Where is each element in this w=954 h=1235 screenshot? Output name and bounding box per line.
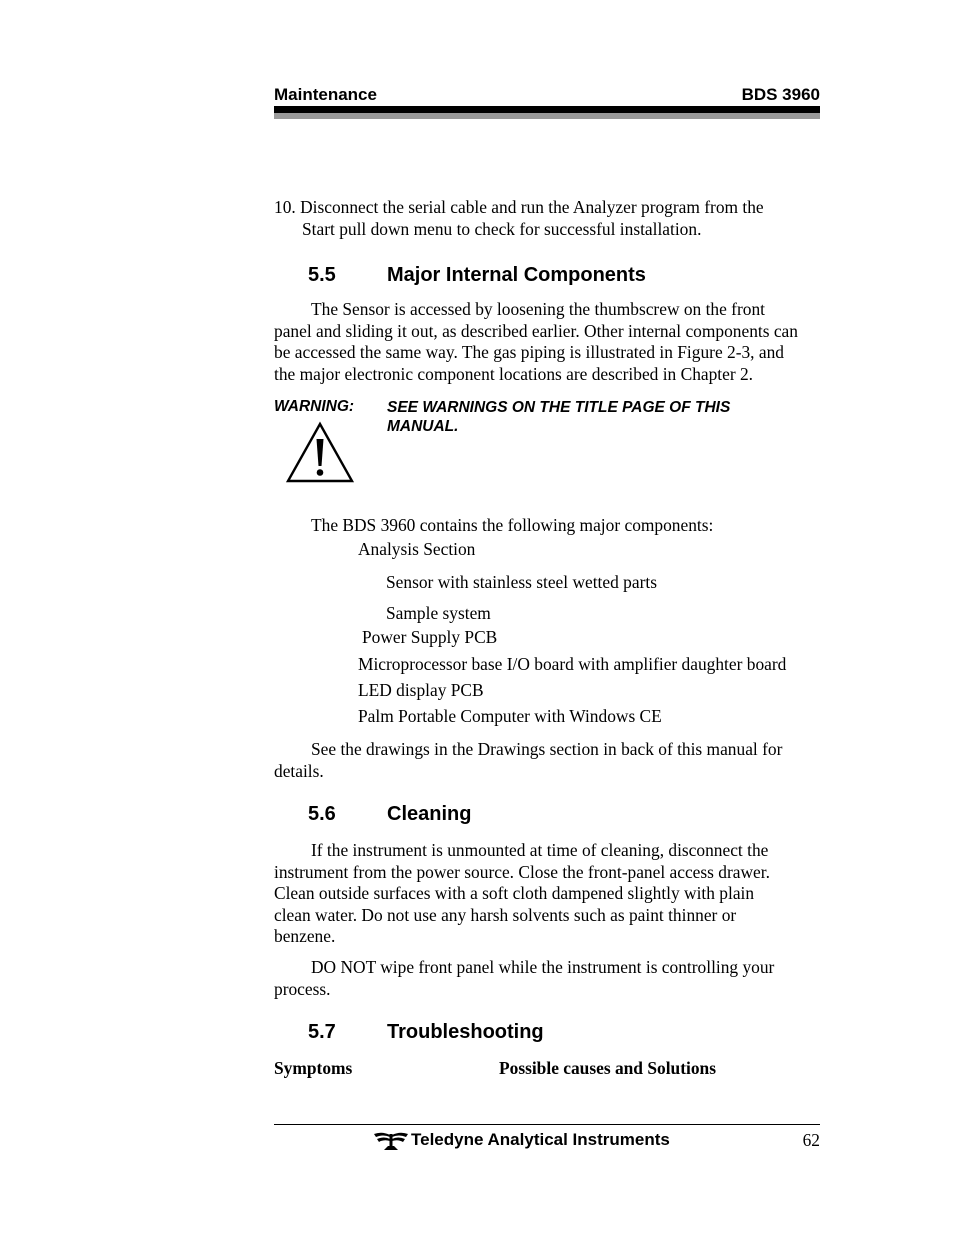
warning-text-line: SEE WARNINGS ON THE TITLE PAGE OF THIS xyxy=(387,399,731,416)
paragraph-line: clean water. Do not use any harsh solvents such as paint thinner or xyxy=(274,904,737,925)
step-10 xyxy=(274,197,820,240)
component-item: Sensor with stainless steel wetted parts xyxy=(386,572,657,592)
components-intro: The BDS 3960 contains the following major components: xyxy=(311,515,714,535)
section-5-5-paragraph xyxy=(274,299,820,385)
teledyne-logo-icon xyxy=(373,1131,409,1151)
step-10-line-1: 10. Disconnect the serial cable and run the Analyzer program from the xyxy=(274,197,764,217)
section-5-5-number: 5.5 xyxy=(308,264,336,286)
section-5-6-number: 5.6 xyxy=(308,803,336,825)
cleaning-paragraph-1 xyxy=(274,840,820,948)
component-item: LED display PCB xyxy=(358,680,484,700)
header-section: Maintenance xyxy=(274,85,377,104)
header-model: BDS 3960 xyxy=(741,85,820,104)
paragraph-line: panel and sliding it out, as described earlier. Other internal components can xyxy=(274,320,798,341)
component-item: Palm Portable Computer with Windows CE xyxy=(358,706,662,726)
component-item: Sample system xyxy=(386,603,491,623)
footer-brand: Teledyne Analytical Instruments xyxy=(411,1130,670,1149)
symptoms-column-header: Symptoms xyxy=(274,1058,353,1078)
section-5-7-title: Troubleshooting xyxy=(387,1021,544,1043)
warning-label: WARNING: xyxy=(274,398,355,415)
section-5-7-number: 5.7 xyxy=(308,1021,336,1043)
paragraph-line: instrument from the power source. Close the front-panel access drawer. xyxy=(274,861,770,882)
paragraph-line: The Sensor is accessed by loosening the thumbscrew on the front xyxy=(311,299,765,319)
paragraph-line: Clean outside surfaces with a soft cloth dampened slightly with plain xyxy=(274,883,755,904)
paragraph-line: benzene. xyxy=(274,926,336,947)
paragraph-line: the major electronic component locations are described in Chapter 2. xyxy=(274,363,754,384)
page-number: 62 xyxy=(802,1130,820,1150)
drawings-paragraph xyxy=(274,739,820,782)
step-10-line-2: Start pull down menu to check for successful installation. xyxy=(302,218,702,239)
paragraph-line: process. xyxy=(274,978,331,999)
paragraph-line: See the drawings in the Drawings section in back of this manual for xyxy=(311,739,783,759)
header-rule-shadow xyxy=(274,113,820,119)
paragraph-line: details. xyxy=(274,760,324,781)
header-rule xyxy=(274,106,820,113)
warning-triangle-icon xyxy=(285,421,355,484)
section-5-5-title: Major Internal Components xyxy=(387,264,646,286)
component-item: Microprocessor base I/O board with amplifier daughter board xyxy=(358,654,787,674)
component-item: Power Supply PCB xyxy=(362,627,498,647)
paragraph-line: If the instrument is unmounted at time of cleaning, disconnect the xyxy=(311,840,769,860)
warning-text xyxy=(387,398,787,436)
causes-column-header: Possible causes and Solutions xyxy=(499,1058,716,1078)
component-item: Analysis Section xyxy=(358,539,476,559)
paragraph-line: DO NOT wipe front panel while the instrument is controlling your xyxy=(311,957,775,977)
footer-rule xyxy=(274,1124,820,1125)
paragraph-line: be accessed the same way. The gas piping is illustrated in Figure 2-3, and xyxy=(274,342,784,363)
cleaning-paragraph-2 xyxy=(274,957,820,1000)
section-5-6-title: Cleaning xyxy=(387,803,472,825)
warning-text-line: MANUAL. xyxy=(387,418,459,435)
